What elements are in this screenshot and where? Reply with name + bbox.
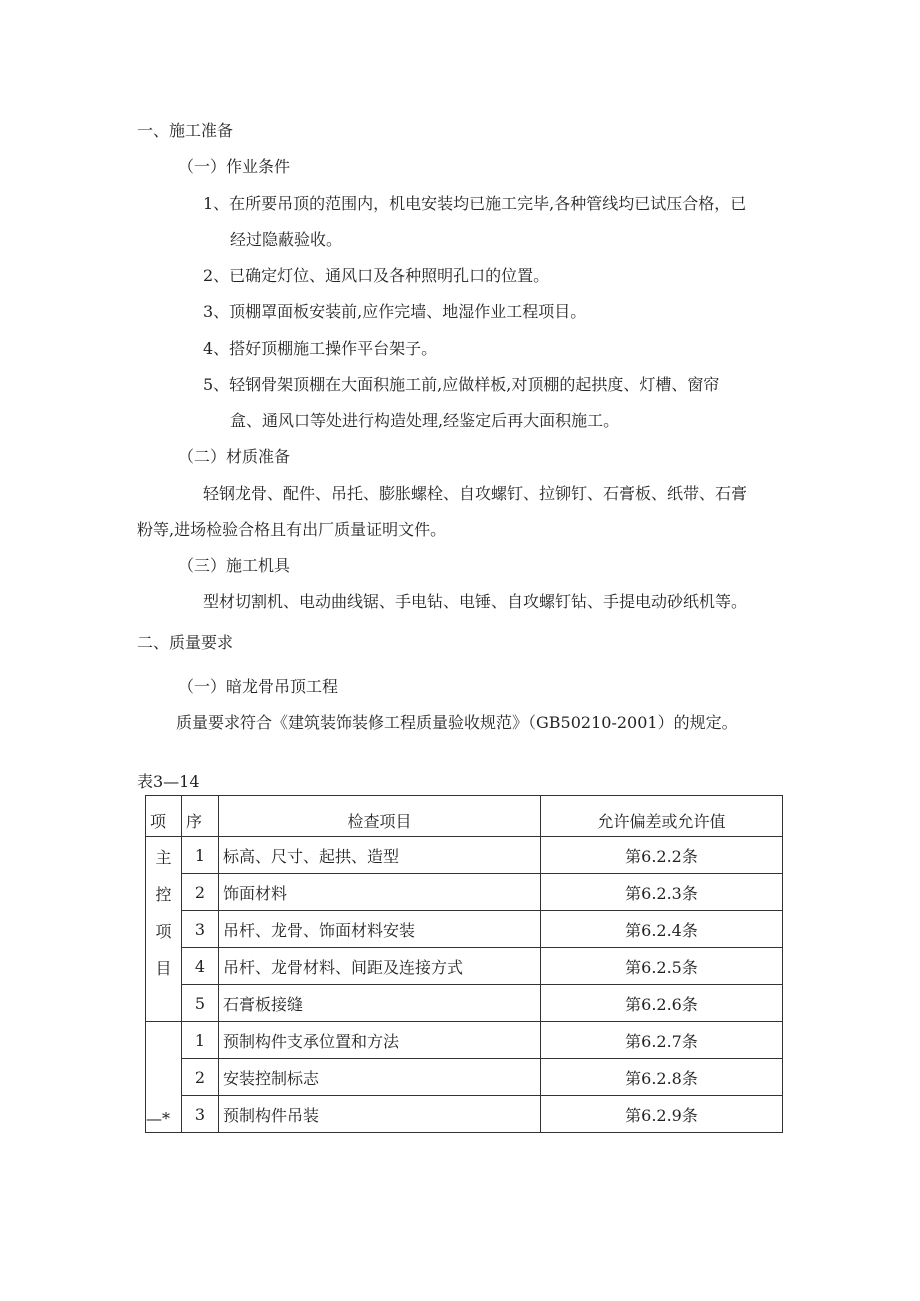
row-seq: 4 xyxy=(182,948,219,985)
subsection-heading-2: （二）材质准备 xyxy=(178,447,291,466)
inspection-table xyxy=(145,795,783,1133)
paragraph-item-5: 5、轻钢骨架顶棚在大面积施工前,应做样板,对顶棚的起拱度、灯槽、窗帘 xyxy=(203,375,720,394)
materials-paragraph: 轻钢龙骨、配件、吊托、膨胀螺栓、自攻螺钉、拉铆钉、石膏板、纸带、石膏 xyxy=(203,484,748,503)
main-control-category-cell xyxy=(146,837,182,1022)
row-tolerance: 第6.2.7条 xyxy=(541,1022,783,1059)
table-row xyxy=(146,911,783,948)
row-seq: 5 xyxy=(182,985,219,1022)
row-seq: 3 xyxy=(182,1096,219,1133)
row-tolerance: 第6.2.2条 xyxy=(541,837,783,874)
row-seq: 2 xyxy=(182,874,219,911)
row-item: 安装控制标志 xyxy=(219,1059,541,1096)
category-char: 主 xyxy=(155,848,172,867)
category-char: 控 xyxy=(155,885,172,904)
table-header-row xyxy=(146,796,783,837)
category-char: 目 xyxy=(155,959,172,978)
row-tolerance: 第6.2.5条 xyxy=(541,948,783,985)
row-item: 吊杆、龙骨、饰面材料安装 xyxy=(219,911,541,948)
tools-paragraph: 型材切割机、电动曲线锯、手电钻、电锤、自攻螺钉钻、手提电动砂纸机等。 xyxy=(203,592,748,611)
header-item: 检查项目 xyxy=(219,796,541,837)
category-char: 项 xyxy=(155,922,172,941)
row-item: 标高、尺寸、起拱、造型 xyxy=(219,837,541,874)
header-category: 项 xyxy=(146,796,182,837)
row-item: 预制构件吊装 xyxy=(219,1096,541,1133)
row-seq: 1 xyxy=(182,1022,219,1059)
paragraph-item-4: 4、搭好顶棚施工操作平台架子。 xyxy=(203,339,438,358)
row-tolerance: 第6.2.6条 xyxy=(541,985,783,1022)
paragraph-item-1: 1、在所要吊顶的范围内，机电安装均已施工完毕,各种管线均已试压合格，已 xyxy=(203,194,747,213)
paragraph-item-2: 2、已确定灯位、通风口及各种照明孔口的位置。 xyxy=(203,266,550,285)
table-row xyxy=(146,1096,783,1133)
section-heading-1: 一、施工准备 xyxy=(137,121,234,140)
table-row xyxy=(146,874,783,911)
subsection-heading-3: （三）施工机具 xyxy=(178,556,291,575)
general-category-cell: —* xyxy=(146,1022,182,1133)
paragraph-item-1-cont: 经过隐蔽验收。 xyxy=(230,230,343,249)
table-row xyxy=(146,985,783,1022)
row-tolerance: 第6.2.9条 xyxy=(541,1096,783,1133)
table-row xyxy=(146,1059,783,1096)
header-tolerance: 允许偏差或允许值 xyxy=(541,796,783,837)
quality-paragraph: 质量要求符合《建筑装饰装修工程质量验收规范》（GB50210-2001）的规定。 xyxy=(176,713,738,732)
row-seq: 3 xyxy=(182,911,219,948)
row-item: 吊杆、龙骨材料、间距及连接方式 xyxy=(219,948,541,985)
materials-paragraph-cont: 粉等,进场检验合格且有出厂质量证明文件。 xyxy=(137,520,447,539)
table-row xyxy=(146,1022,783,1059)
subsection-heading-1: （一）作业条件 xyxy=(178,157,291,176)
row-tolerance: 第6.2.8条 xyxy=(541,1059,783,1096)
row-item: 石膏板接缝 xyxy=(219,985,541,1022)
header-seq: 序 xyxy=(182,796,219,837)
row-item: 饰面材料 xyxy=(219,874,541,911)
paragraph-item-3: 3、顶棚罩面板安装前,应作完墙、地湿作业工程项目。 xyxy=(203,302,587,321)
row-tolerance: 第6.2.3条 xyxy=(541,874,783,911)
subsection-heading-4: （一）暗龙骨吊顶工程 xyxy=(178,677,339,696)
table-row xyxy=(146,837,783,874)
row-seq: 2 xyxy=(182,1059,219,1096)
row-item: 预制构件支承位置和方法 xyxy=(219,1022,541,1059)
section-heading-2: 二、质量要求 xyxy=(137,633,234,652)
table-row xyxy=(146,948,783,985)
row-tolerance: 第6.2.4条 xyxy=(541,911,783,948)
paragraph-item-5-cont: 盒、通风口等处进行构造处理,经鉴定后再大面积施工。 xyxy=(230,411,620,430)
row-seq: 1 xyxy=(182,837,219,874)
table-caption: 表3—14 xyxy=(137,772,200,791)
